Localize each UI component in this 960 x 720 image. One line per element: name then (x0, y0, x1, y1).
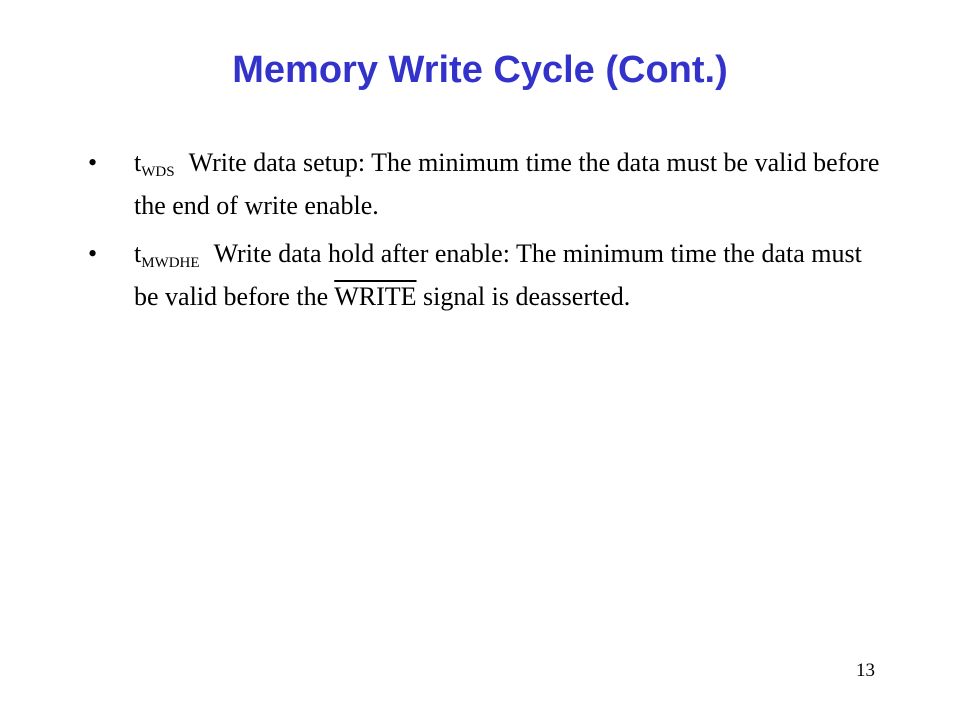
bullet-icon: • (88, 239, 98, 268)
bullet-text-after: signal is deasserted. (416, 282, 631, 311)
term-subscript: MWDHE (141, 255, 200, 271)
term-symbol (134, 148, 189, 180)
bullet-item-twds (88, 146, 888, 223)
page-number: 13 (856, 660, 875, 681)
term-base: t (134, 239, 142, 268)
bullet-text: Write data setup: The minimum time the data must be valid before the end of write enable. (134, 148, 880, 220)
bullet-list (88, 146, 888, 328)
bullet-text-before: Write data hold after enable: The minimum time the data must be valid before the (134, 239, 862, 311)
term-subscript: WDS (141, 164, 175, 180)
write-signal-overlined: WRITE (334, 282, 417, 311)
term-base: t (134, 148, 142, 177)
bullet-icon: • (88, 148, 98, 177)
bullet-item-tmwdhe (88, 237, 888, 314)
slide-title: Memory Write Cycle (Cont.) (232, 49, 728, 91)
term-symbol (134, 239, 214, 271)
